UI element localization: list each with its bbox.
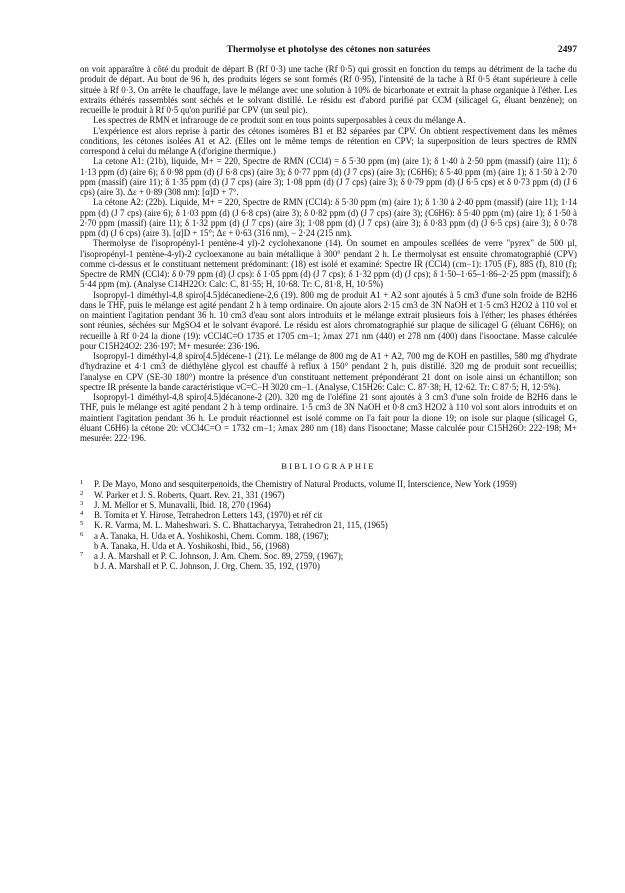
reference-item — [80, 510, 577, 520]
reference-item — [80, 520, 577, 530]
page-number: 2497 — [557, 44, 577, 55]
paragraph: Les spectres de RMN et infrarouge de ce produit sont en tous points superposables à ceux du mélange A. — [93, 115, 466, 126]
reference-text: b A. Tanaka, H. Uda et A. Yoshikoshi, Ibid., 56, (1968) — [94, 540, 290, 551]
reference-text: a A. Tanaka, H. Uda et A. Yoshikoshi, Chem. Comm. 188, (1967); — [94, 530, 329, 541]
reference-number: 1 — [80, 479, 84, 487]
paragraph: L'expérience est alors reprise à partir des cétones isomères B1 et B2 séparées par CPV. On obtient respectivement dans les mêmes conditions, les cétones isolées A1 et A2. (Elles ont le même temps de rétention en CPV; la superposition de leurs spectres de RMN correspond à celui du mélange A (d'origine thermique.) — [80, 125, 577, 156]
reference-text: a J. A. Marshall et P. C. Johnson, J. Am. Chem. Soc. 89, 2759, (1967); — [94, 551, 344, 561]
reference-text: b J. A. Marshall et P. C. Johnson, J. Org. Chem. 35, 192, (1970) — [94, 561, 320, 572]
reference-number: 4 — [80, 510, 84, 517]
reference-item — [80, 490, 577, 500]
reference-item — [80, 541, 577, 551]
article-body — [80, 64, 577, 443]
paragraph: Thermolyse de l'isopropényl-1 pentène-4 yl)-2 cyclohexanone (14). On soumet en ampoules scellées de verre "pyrex" de 500 µl, l'isopropényl-1 pentène-4-yl)-2 cycloexanone au bain métallique à 300° pendant 2 h. Le thermolysat est ensuite chromatographié (CPV) comme ci-dessus et le constituant nettement prédominant: (18) est isolé et examiné: Spectre IR (CCl4) (cm−1): 1705 (F), 885 (f), 810 (f); Spectre de RMN (CCl4): δ 0·79 ppm (d) (J cps): δ 1·05 ppm (d) (J 7 cps); δ 1·32 ppm (d) (J cps); δ 1·50–1·65–1·86–2·25 ppm (massif); δ 5·44 ppm (m). (Analyse C14H22O: Calc: C, 81·55; H, 10·68. Tr: C, 81·8, H, 10·5%) — [80, 238, 577, 290]
paragraph: Isopropyl-1 diméthyl-4,8 spiro[4.5]décanone-2 (20). 320 mg de l'oléfine 21 sont ajoutés à 3 cm3 d'une soln froide de B2H6 dans le THF, puis le mélange est agité pendant 2 h à temp ordinaire. 1·5 cm3 de 3N NaOH et 0·8 cm3 H2O2 à 110 vol sont alors introduits et on maintient l'agitation pendant 36 h. Le produit réactionnel est isolé comme on l'a fait pour la dione 19; on isole sur plaque (silicagel G, éluant C6H6) la cétone 20: νCCl4C=O = 1732 cm−1; λmax 280 nm (18) dans l'isooctane; Masse calculée pour C15H26O: 222·198; M+ mesurée: 222·196. — [80, 392, 577, 443]
reference-item — [80, 561, 577, 571]
page-header — [80, 44, 577, 64]
reference-text: J. M. Mellor et S. Munavalli, Ibid. 18, 270 (1964) — [94, 499, 271, 510]
paragraph: La cétone A2: (22b). Liquide, M+ = 220, Spectre de RMN (CCl4): δ 5·30 ppm (m) (aire 1); δ 1·30 à 2·40 ppm (massif) (aire 11); 1·14 ppm (d) (J 7 cps) (aire 6); δ 1·03 ppm (d) (J 6·8 cps) (aire 3); δ 0·82 ppm (d) (J 7 cps) (aire 3); (C6H6): δ 5·40 ppm (m) (aire 1); δ 1·50 à 2·70 ppm (massif) (aire 11); δ 1·32 ppm (d) (J 7 cps) (aire 3); 1·08 ppm (d) (J 7 cps) (aire 3); δ 0·83 ppm (d) (J 6·5 cps) (aire 3); δ 0·78 ppm (d) (J 6 cps) (aire 3). [α]D + 15°; Δε + 0·63 (316 nm), − 2·24 (215 nm). — [80, 197, 577, 238]
reference-item — [80, 500, 577, 510]
reference-number: 7 — [80, 551, 84, 558]
reference-item — [80, 531, 577, 541]
reference-number: 3 — [80, 499, 84, 507]
reference-item — [80, 551, 577, 561]
reference-text: K. R. Varma, M. L. Maheshwari. S. C. Bhattacharyya, Tetrahedron 21, 115, (1965) — [94, 520, 388, 531]
paragraph: on voit apparaître à côté du produit de départ B (Rf 0·3) une tache (Rf 0·5) qui grossit en fonction du temps au détriment de la tache du produit de départ. Au bout de 96 h, des produits légers se sont formés (Rf 0·95), l'intensité de la tache à Rf 0·5 étant supérieure à celle située à Rf 0·3. On arrête le chauffage, lave le mélange avec une solution à 10% de bicarbonate et extrait la phase organique à l'éther. Les extraits éthérés rassemblés sont séchés et le solvant distillé. Le résidu est d'abord purifié par CCM (silicagel G, éluant benzène); on recueille le produit à Rf 0·5 qu'on purifié par CPV (un seul pic). — [80, 64, 577, 115]
reference-number: 5 — [80, 520, 84, 528]
running-title: Thermolyse et photolyse des cétones non saturées — [226, 44, 431, 55]
paragraph: La cetone A1: (21b), liquide, M+ = 220, Spectre de RMN (CCl4) = δ 5·30 ppm (m) (aire 1); δ 1·40 à 2·50 ppm (massif) (aire 11); δ 1·13 ppm (d) (aire 6); δ 0·98 ppm (d) (J 6·8 cps) (aire 3); δ 0·77 ppm (d) (J 7 cps) (aire 3); (C6H6); δ 5·40 ppm (m) (aire 1); δ 1·50 à 2·70 ppm (massif) (aire 11); δ 1·35 ppm (d) (J 7 cps) (aire 3); 1·08 ppm (d) (J 7 cps) (aire 3); δ 0·79 ppm (d) (J 6·5 cps) et δ 0·73 ppm (d) (J 6 cps) (aire 3). Δε + 0·89 (308 nm): [α]D + 7°. — [80, 156, 577, 197]
reference-number: 6 — [80, 530, 84, 538]
bibliography-heading: BIBLIOGRAPHIE — [281, 461, 376, 472]
paragraph: Isopropyl-1 diméthyl-4,8 spiro[4.5]décene-1 (21). Le mélange de 800 mg de A1 + A2, 700 mg de KOH en pastilles, 580 mg d'hydrate d'hydrazine et 4·1 cm3 de diéthylène glycol est chauffé à reflux à 150° pendant 2 h, puis distillé. 320 mg de produit sont recueillis; l'analyse en CPV (SE-30 180°) montre la présence d'un constituant nettement prépondérant 21 dont on isole ainsi un échantillon; son spectre IR présente la bande caractéristique νC=C−H 3020 cm−1. (Analyse, C15H26: Calc: C. 87·38; H, 12·62. Tr: C 87·5; H, 12·5%). — [80, 351, 577, 392]
paragraph: Isopropyl-1 diméthyl-4,8 spiro[4.5]décanediene-2,6 (19). 800 mg de produit A1 + A2 sont ajoutés à 5 cm3 d'une soln froide de B2H6 dans le THF, puis le mélange est agité pendant 2 h à temp ordinaire. On ajoute alors 2·15 cm3 de 3N NaOH et 1·5 cm3 H2O2 à 110 vol et on maintient l'agitation pendant 36 h. 10 cm3 d'eau sont alors introduits et le mélange extrait plusieurs fois à l'éther; les phases éthérées sont réunies, séchées sur MgSO4 et le solvant évaporé. Le résidu est alors chromatographié sur plaque de silicagel G (éluant C6H6); on recueille à Rf 0·24 la dione (19): νCCl4C=O 1735 et 1705 cm−1; λmax 271 nm (440) et 278 nm (400) dans l'isooctane. Masse calculée pour C15H24O2: 236·197; M+ mesurée: 236·196. — [80, 289, 577, 351]
reference-item — [80, 479, 577, 489]
bibliography-list — [80, 479, 577, 571]
reference-text: P. De Mayo, Mono and sesquiterpenoids, the Chemistry of Natural Products, volume II, Interscience, New York (1959) — [94, 479, 517, 490]
reference-text: W. Parker et J. S. Roberts, Quart. Rev. 21, 331 (1967) — [94, 489, 285, 500]
reference-text: B. Tomita et Y. Hirose, Tetrahedron Letters 143, (1970) et réf cit — [94, 510, 323, 520]
reference-number: 2 — [80, 489, 84, 497]
